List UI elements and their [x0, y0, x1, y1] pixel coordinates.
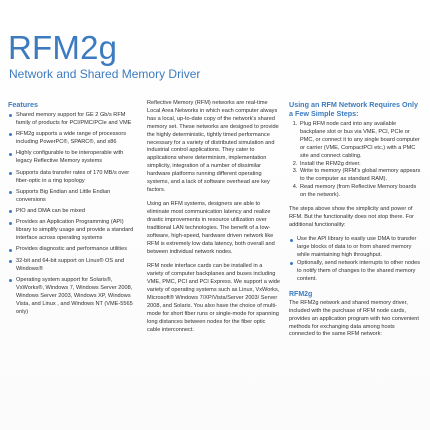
steps-heading: Using an RFM Network Requires Only a Few Simple Steps:: [289, 100, 418, 118]
bullet-icon: [290, 262, 293, 265]
feature-item: [8, 112, 140, 128]
feature-item: [8, 150, 140, 166]
body-paragraph: RFM node interface cards can be installed in a variety of computer backplanes and buses including VME, PMC, PCI and PCI Express. We support a wide variety of operating systems such as Linux, VxWorks, Microsoft® Windows 7/XP/Vista/Server 2003/ Server 2008, and Solaris. You also have the choice of multi-mode for short fiber runs or single-mode for spanning long distances between nodes for the fiber optic cable interconnect.: [147, 263, 280, 333]
rfm2g-paragraph: The RFM2g network and shared memory driver, included with the purchase of RFM node cards, provides an application program with two convenient methods for exchanging data among hosts connected to the same RFM network:: [289, 299, 419, 338]
page-subtitle: Network and Shared Memory Driver: [9, 67, 201, 81]
step-item: 2. Install the RFM2g driver.: [299, 161, 422, 169]
body-paragraph: Using an RFM systems, designers are able to eliminate most communication latency and realize drastic improvements in resource utilization over traditional LAN technologies. The benefit of a low-software, high-speed, hardware driven network like RFM is extremely low data latency, both overall and between individual network nodes.: [147, 201, 275, 255]
feature-item: [8, 131, 140, 147]
bullet-icon: [9, 191, 12, 194]
feature-item: [8, 219, 140, 243]
features-heading: Features: [8, 100, 38, 109]
step-item: 3. Write to memory (RFM's global memory appears to the computer as standard RAM).: [299, 168, 422, 184]
bullet-icon: [9, 133, 12, 136]
bullet-icon: [9, 172, 12, 175]
steps-paragraph: The steps above show the simplicity and power of RFM. But the functionality does not stop there. For additional functionality:: [289, 206, 414, 228]
bullet-icon: [290, 239, 293, 242]
feature-item: [8, 277, 140, 317]
bullet-icon: [9, 153, 12, 156]
step-item: 4. Read memory (from Reflective Memory boards on the network).: [299, 184, 422, 200]
extras-list: [289, 236, 422, 283]
bullet-icon: [9, 210, 12, 213]
bullet-icon: [9, 249, 12, 252]
extra-text: Optionally, send network interrupts to other nodes to notify them of changes to the shared memory content.: [297, 260, 421, 282]
feature-text: Provides an Application Programming (API) library to simplify usage and provide a standard interface across operating systems: [16, 219, 134, 242]
extra-item: [289, 260, 422, 284]
feature-text: Operating system support for Solaris®, VxWorks®, Windows 7, Windows Server 2008, Windows Server 2003, Windows XP, Windows Vista, and Linux , and Windows NT (VME-5565 only): [16, 276, 133, 315]
steps-column: [289, 100, 422, 346]
feature-item: [8, 189, 140, 205]
feature-text: Provides diagnostic and performance utilities: [16, 246, 128, 253]
page-title: RFM2g: [8, 29, 118, 66]
feature-text: Shared memory support for GE 2 Gb/s RFM family of products for PCI/PMC/PCIe and VME: [16, 112, 132, 126]
step-item: 1. Plug RFM node card into any available backplane slot or bus via VME, PCI, PCIe or PMC, or connect it to any single board computer or carrier (VME, CompactPCI etc.) with a PMC site and connect cabling.: [299, 121, 422, 161]
feature-text: Supports data transfer rates of 170 MB/s over fiber-optic in a ring topology: [16, 169, 130, 184]
bullet-icon: [9, 114, 12, 117]
feature-text: PIO and DMA can be mixed: [16, 208, 86, 215]
bullet-icon: [9, 279, 12, 282]
features-column: [8, 100, 140, 320]
extra-text: Use the API library to easily use DMA to transfer large blocks of data to or from shared memory while maintaining high throughput.: [297, 236, 417, 259]
feature-item: [8, 208, 140, 216]
features-list: [8, 112, 140, 316]
feature-item: [8, 170, 140, 186]
feature-text: RFM2g supports a wide range of processors including PowerPC®, SPARC®, and x86: [16, 131, 127, 146]
description-column: [147, 100, 280, 341]
feature-item: [8, 258, 140, 274]
bullet-icon: [9, 260, 12, 263]
feature-text: Supports Big Endian and Little Endian conversions: [16, 188, 111, 203]
feature-item: [8, 246, 140, 254]
feature-text: Highly configurable to be interoperable with legacy Reflective Memory systems: [16, 150, 124, 165]
rfm2g-heading: RFM2g: [289, 290, 313, 298]
body-paragraph: Reflective Memory (RFM) networks are real-time Local Area Networks in which each computer always has a local, up-to-date copy of the network's shared memory set. These networks are designed to provide the highly deterministic, tightly timed performance necessary for a variety of distributed simulation and industrial control applications. They cater to applications where determinism, implementation simplicity, integration of a number of dissimilar hardware platforms running different operating systems, and a lack of software overhead are key factors.: [147, 100, 279, 193]
feature-text: 32-bit and 64-bit support on Linux® OS and Windows®: [16, 257, 124, 272]
extra-item: [289, 236, 422, 260]
steps-list: [289, 121, 422, 200]
bullet-icon: [9, 222, 12, 225]
